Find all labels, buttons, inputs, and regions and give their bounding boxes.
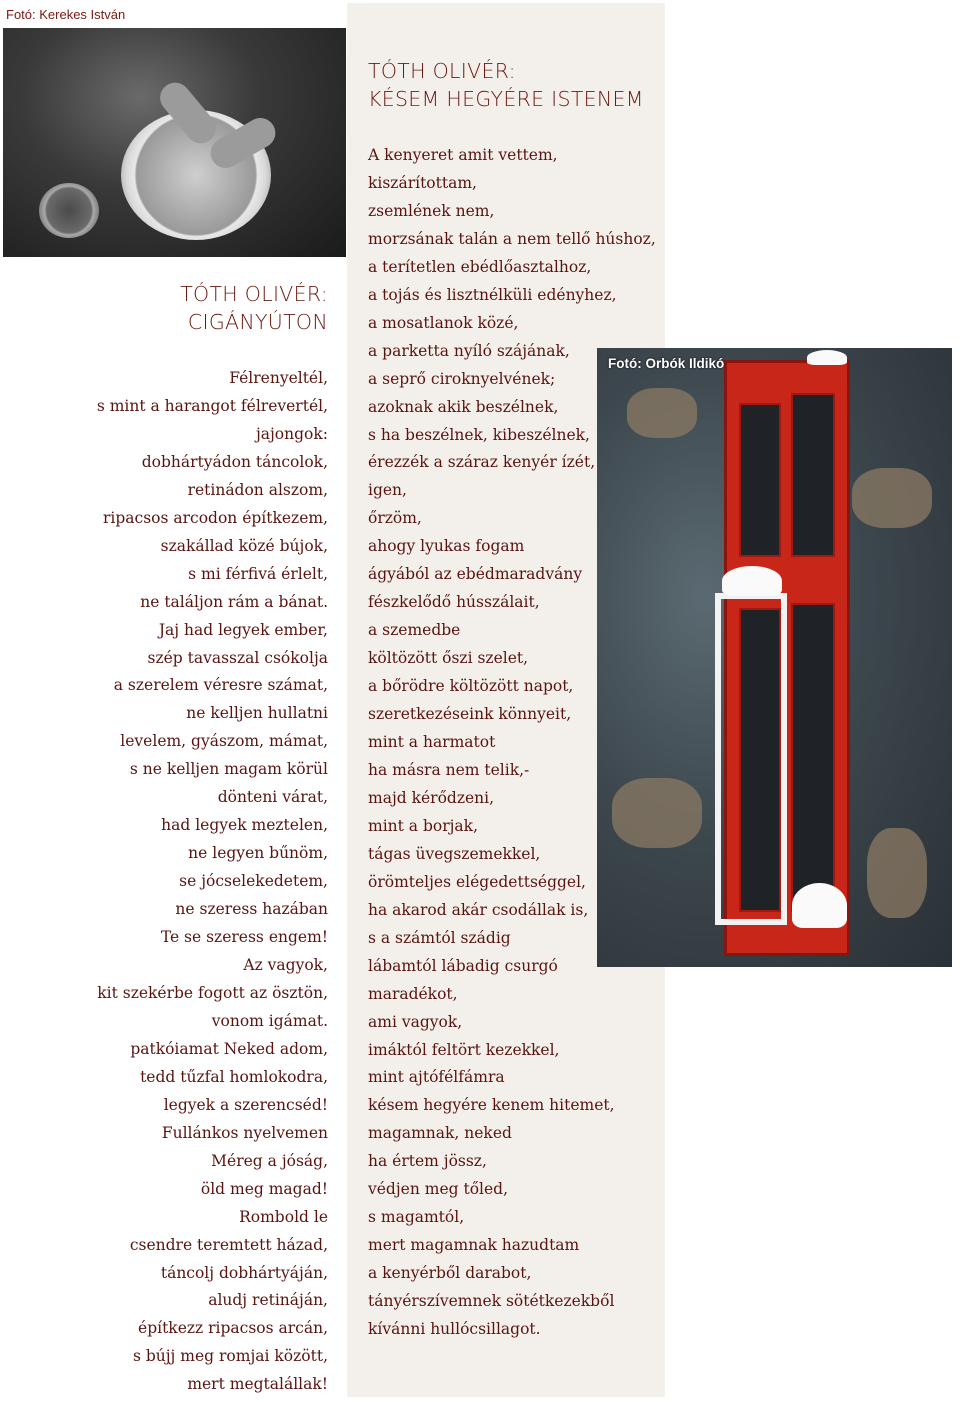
poem-line: lábamtól lábadig csurgó xyxy=(368,956,558,975)
poem-line: magamnak, neked xyxy=(368,1124,512,1143)
poem-line: A kenyeret amit vettem, xyxy=(368,146,558,164)
poem-line: szép tavasszal csókolja xyxy=(147,648,328,667)
poem-line: patkóiamat Neked adom, xyxy=(130,1039,328,1058)
poem-line: s ha beszélnek, kibeszélnek, xyxy=(368,425,590,444)
poem-line: a parketta nyíló szájának, xyxy=(368,341,570,360)
poem-line: késem hegyére kenem hitemet, xyxy=(368,1096,615,1115)
black-white-photo-hands-bowl xyxy=(3,28,346,257)
poem-line: mint a borjak, xyxy=(368,816,478,835)
photo-credit-window: Fotó: Orbók Ildikó xyxy=(608,356,725,371)
poem-line: a tojás és lisztnélküli edényhez, xyxy=(368,285,617,304)
poem-line: ne találjon rám a bánat. xyxy=(140,592,328,611)
poem-line: kívánni hullócsillagot. xyxy=(368,1320,541,1339)
poem-line: ne legyen bűnöm, xyxy=(188,844,328,863)
plaster-patch xyxy=(852,468,932,528)
plaster-patch xyxy=(867,828,927,918)
poem1-title xyxy=(100,280,328,336)
poem-line: Rombold le xyxy=(239,1207,328,1226)
poem-line: szakállad közé bújok, xyxy=(160,536,328,555)
poem-line: mert megtalállak! xyxy=(187,1375,328,1394)
poem-line: Fullánkos nyelvemen xyxy=(161,1123,328,1142)
window-pane xyxy=(791,603,835,912)
poem-line: ha akarod akár csodállak is, xyxy=(368,900,589,919)
poem-line: legyek a szerencséd! xyxy=(163,1095,328,1114)
poem-line: kiszárítottam, xyxy=(368,173,477,192)
poem-line: táncolj dobhártyáján, xyxy=(160,1263,328,1282)
poem-line: ágyából az ebédmaradvány xyxy=(368,565,583,584)
poem-line: költözött őszi szelet, xyxy=(368,649,529,668)
poem-line: Félrenyeltél, xyxy=(229,369,328,387)
poem-line: ne szeress hazában xyxy=(175,900,328,919)
poem-line: a szerelem véresre számat, xyxy=(113,676,328,695)
poem-line: csendre teremtett házad, xyxy=(129,1235,328,1254)
poem-line: a mosatlanok közé, xyxy=(368,313,519,332)
poem-line: szeretkezéseink könnyeit, xyxy=(368,705,572,724)
poem-line: öld meg magad! xyxy=(200,1179,328,1198)
red-window-photo xyxy=(597,348,952,967)
window-pane xyxy=(739,403,781,557)
poem1-title-author: TÓTH OLIVÉR: xyxy=(180,282,328,306)
poem-line: ahogy lyukas fogam xyxy=(368,537,525,556)
poem2-title xyxy=(368,57,644,113)
plaster-patch xyxy=(612,778,702,848)
plaster-patch xyxy=(627,388,697,438)
poem-line: levelem, gyászom, mámat, xyxy=(120,732,328,751)
poem-line: építkezz ripacsos arcán, xyxy=(138,1319,328,1338)
poem-line: igen, xyxy=(368,481,407,500)
poem-line: mint a harmatot xyxy=(368,733,496,752)
poem-line: a seprő ciroknyelvének; xyxy=(368,369,556,388)
poem-line: majd kérődzeni, xyxy=(368,788,495,807)
poem-line: had legyek meztelen, xyxy=(161,816,328,835)
poem-line: retinádon alszom, xyxy=(187,480,328,499)
poem-line: tányérszívemnek sötétkezekből xyxy=(368,1292,615,1311)
poem-line: mint ajtófélfámra xyxy=(368,1068,505,1087)
poem-line: Te se szeress engem! xyxy=(160,928,328,947)
poem-line: azoknak akik beszélnek, xyxy=(368,397,559,416)
poem-line: örömteljes elégedettséggel, xyxy=(368,872,586,891)
poem-line: imáktól feltört kezekkel, xyxy=(368,1040,560,1059)
poem-line: ha értem jössz, xyxy=(368,1152,487,1171)
snow-pile xyxy=(792,883,847,928)
poem-line: s mint a harangot félrevertél, xyxy=(96,396,328,415)
poem-line: fészkelődő hússzálait, xyxy=(368,593,540,612)
poem2-title-author: TÓTH OLIVÉR: xyxy=(368,59,516,83)
poem-line: dobhártyádon táncolok, xyxy=(141,452,328,471)
cup-shape xyxy=(39,183,99,238)
poem-line: érezzék a száraz kenyér ízét, xyxy=(368,453,596,472)
poem-line: a bőrödre költözött napot, xyxy=(368,677,574,696)
poem-line: a terítetlen ebédlőasztalhoz, xyxy=(368,257,592,276)
poem-line: tedd tűzfal homlokodra, xyxy=(140,1067,328,1086)
poem-line: vonom igámat. xyxy=(211,1011,328,1030)
poem-line: maradékot, xyxy=(368,984,458,1003)
poem1-body xyxy=(20,365,328,1399)
poem-line: zsemlének nem, xyxy=(368,201,495,220)
poem-line: s magamtól, xyxy=(368,1208,465,1227)
snow-pile xyxy=(807,350,847,365)
poem-line: Jaj had legyek ember, xyxy=(158,620,328,639)
poem-line: s bújj meg romjai között, xyxy=(132,1347,328,1366)
poem-line: ami vagyok, xyxy=(368,1012,463,1031)
poem-line: jajongok: xyxy=(255,424,328,443)
poem-line: Méreg a jóság, xyxy=(211,1151,328,1170)
poem-line: morzsának talán a nem tellő húshoz, xyxy=(368,229,656,248)
poem-line: dönteni várat, xyxy=(217,788,328,807)
poem-line: s mi férfivá érlelt, xyxy=(188,564,328,583)
poem-line: se jócselekedetem, xyxy=(179,872,328,891)
poem-line: s a számtól szádig xyxy=(368,928,511,947)
poem-line: tágas üvegszemekkel, xyxy=(368,844,541,863)
snow-pile xyxy=(722,566,782,596)
poem-line: Az vagyok, xyxy=(243,956,328,975)
poem-line: a szemedbe xyxy=(368,621,461,640)
poem-line: ha másra nem telik,- xyxy=(368,760,530,779)
poem-line: aludj retináján, xyxy=(208,1291,328,1310)
poem-line: s ne kelljen magam körül xyxy=(129,760,328,779)
window-pane xyxy=(791,393,835,557)
poem-line: ripacsos arcodon építkezem, xyxy=(102,508,328,527)
poem-line: őrzöm, xyxy=(368,509,422,528)
poem2-title-name: KÉSEM HEGYÉRE ISTENEM xyxy=(368,87,644,111)
poem-line: védjen meg tőled, xyxy=(368,1180,508,1199)
poem-line: mert magamnak hazudtam xyxy=(368,1236,580,1255)
poem-line: ne kelljen hullatni xyxy=(186,704,328,723)
poem-line: a kenyérből darabot, xyxy=(368,1264,532,1283)
poem1-title-name: CIGÁNYÚTON xyxy=(187,310,328,334)
window-sash xyxy=(715,593,787,925)
photo-credit-top: Fotó: Kerekes István xyxy=(6,7,126,22)
poem-line: kit szekérbe fogott az ösztön, xyxy=(97,983,328,1002)
